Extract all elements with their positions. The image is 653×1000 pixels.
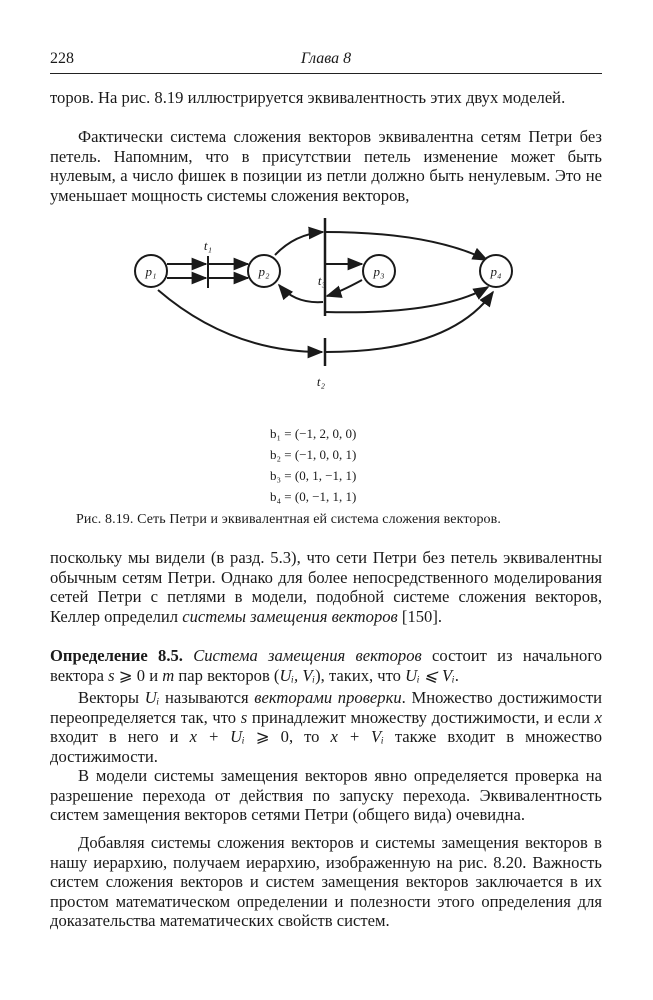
figure-caption: Рис. 8.19. Сеть Петри и эквивалентная ей система сложения векторов. (76, 512, 501, 527)
p5-h: также входит в множество достижимости. (50, 727, 603, 766)
vector-b3: b₃ = (0, 1, −1, 1) (270, 468, 357, 483)
arc-t2-p4 (326, 292, 493, 352)
label-t2: t₂ (316, 374, 326, 389)
arc-t3-p2 (279, 285, 323, 302)
def-text-3: пар векторов ( (174, 665, 280, 685)
arc-p2-t3 (275, 232, 323, 255)
paragraph-5 (50, 688, 602, 766)
p3-emphasis: системы замещения векторов (182, 606, 398, 626)
p5-formula-2: x + Vᵢ (330, 727, 384, 746)
def-condition: Uᵢ ⩽ Vᵢ (405, 665, 455, 685)
label-p1: p₁ (145, 264, 157, 279)
def-text-1: состоит из начального вектора (50, 646, 603, 685)
paragraph-3 (50, 548, 602, 626)
p5-b: называются (159, 688, 255, 707)
arc-t3-p4-top (325, 232, 487, 260)
definition-8-5 (50, 646, 602, 685)
p5-g: ⩾ 0, то (244, 727, 331, 746)
header-rule (50, 73, 602, 74)
petri-net-figure (0, 208, 653, 408)
page-header (50, 50, 602, 74)
p3-text-a: поскольку мы видели (в разд. 5.3), что сети Петри без петель эквивалентны обычным сетям Петри. Однако для более непосредственного моделирования сетей Петри с петлями в модели, подобной системе сложения векторов, Келлер определил (50, 548, 602, 626)
paragraph-2: Фактически система сложения векторов эквивалентна сетям Петри без петель. Напомним, что в присутствии петель изменение может быть нулевым, а число фишек в позиции из петли должно быть ненулевым. Это не уменьшает мощность системы сложения векторов, (50, 127, 602, 205)
p5-a: Векторы (78, 688, 145, 707)
vector-list (270, 423, 430, 507)
label-p3: p₃ (373, 264, 385, 279)
p5-ui: Uᵢ (144, 688, 160, 707)
p5-x: x (594, 707, 602, 727)
p5-term: векторами проверки (254, 688, 402, 707)
vector-b1: b₁ = (−1, 2, 0, 0) (270, 426, 357, 441)
def-text-2: ⩾ 0 и (114, 665, 163, 685)
paragraph-7: Добавляя системы сложения векторов и системы замещения векторов в нашу иерархию, получаем иерархию, изображенную на рис. 8.20. Важность систем сложения векторов и систем замещения векторов заключается в их простом математическом определении и полезности этого определения для доказательства математических свойств систем. (50, 833, 602, 930)
def-text-5: . (454, 665, 459, 685)
paragraph-6: В модели системы замещения векторов явно определяется проверка на разрешение перехода от действия по запуску перехода. Эквивалентность систем замещения векторов сетями Петри (общего вида) очевидна. (50, 766, 602, 824)
label-t3: t₃ (317, 273, 327, 288)
arc-t3-p4-low (325, 287, 488, 312)
page-number: 228 (50, 50, 74, 67)
p5-c: . Множество достижимости переопределяется так, что (50, 688, 603, 727)
definition-term: Система замещения векторов (193, 646, 422, 665)
def-text-4: ), таких, что (315, 665, 406, 685)
def-s: s (108, 665, 115, 685)
vector-b2: b₂ = (−1, 0, 0, 1) (270, 447, 357, 462)
p5-e: входит в него и (50, 727, 190, 746)
p5-formula-1: x + Uᵢ (189, 727, 245, 746)
p5-d: принадлежит множеству достижимости, и если (247, 707, 595, 727)
def-m: m (162, 665, 175, 685)
arc-p3-t3 (327, 280, 362, 296)
p5-s: s (240, 707, 248, 727)
def-pair: Uᵢ, Vᵢ (279, 665, 316, 685)
paragraph-1: торов. На рис. 8.19 иллюстрируется эквивалентность этих двух моделей. (50, 88, 566, 107)
definition-label: Определение 8.5. (50, 646, 183, 665)
label-t1: t₁ (203, 238, 213, 253)
vector-b4: b₄ = (0, −1, 1, 1) (270, 489, 357, 504)
p3-text-b: [150]. (397, 606, 443, 626)
label-p2: p₂ (258, 264, 270, 279)
chapter-title: Глава 8 (300, 50, 352, 67)
label-p4: p₄ (490, 264, 502, 279)
